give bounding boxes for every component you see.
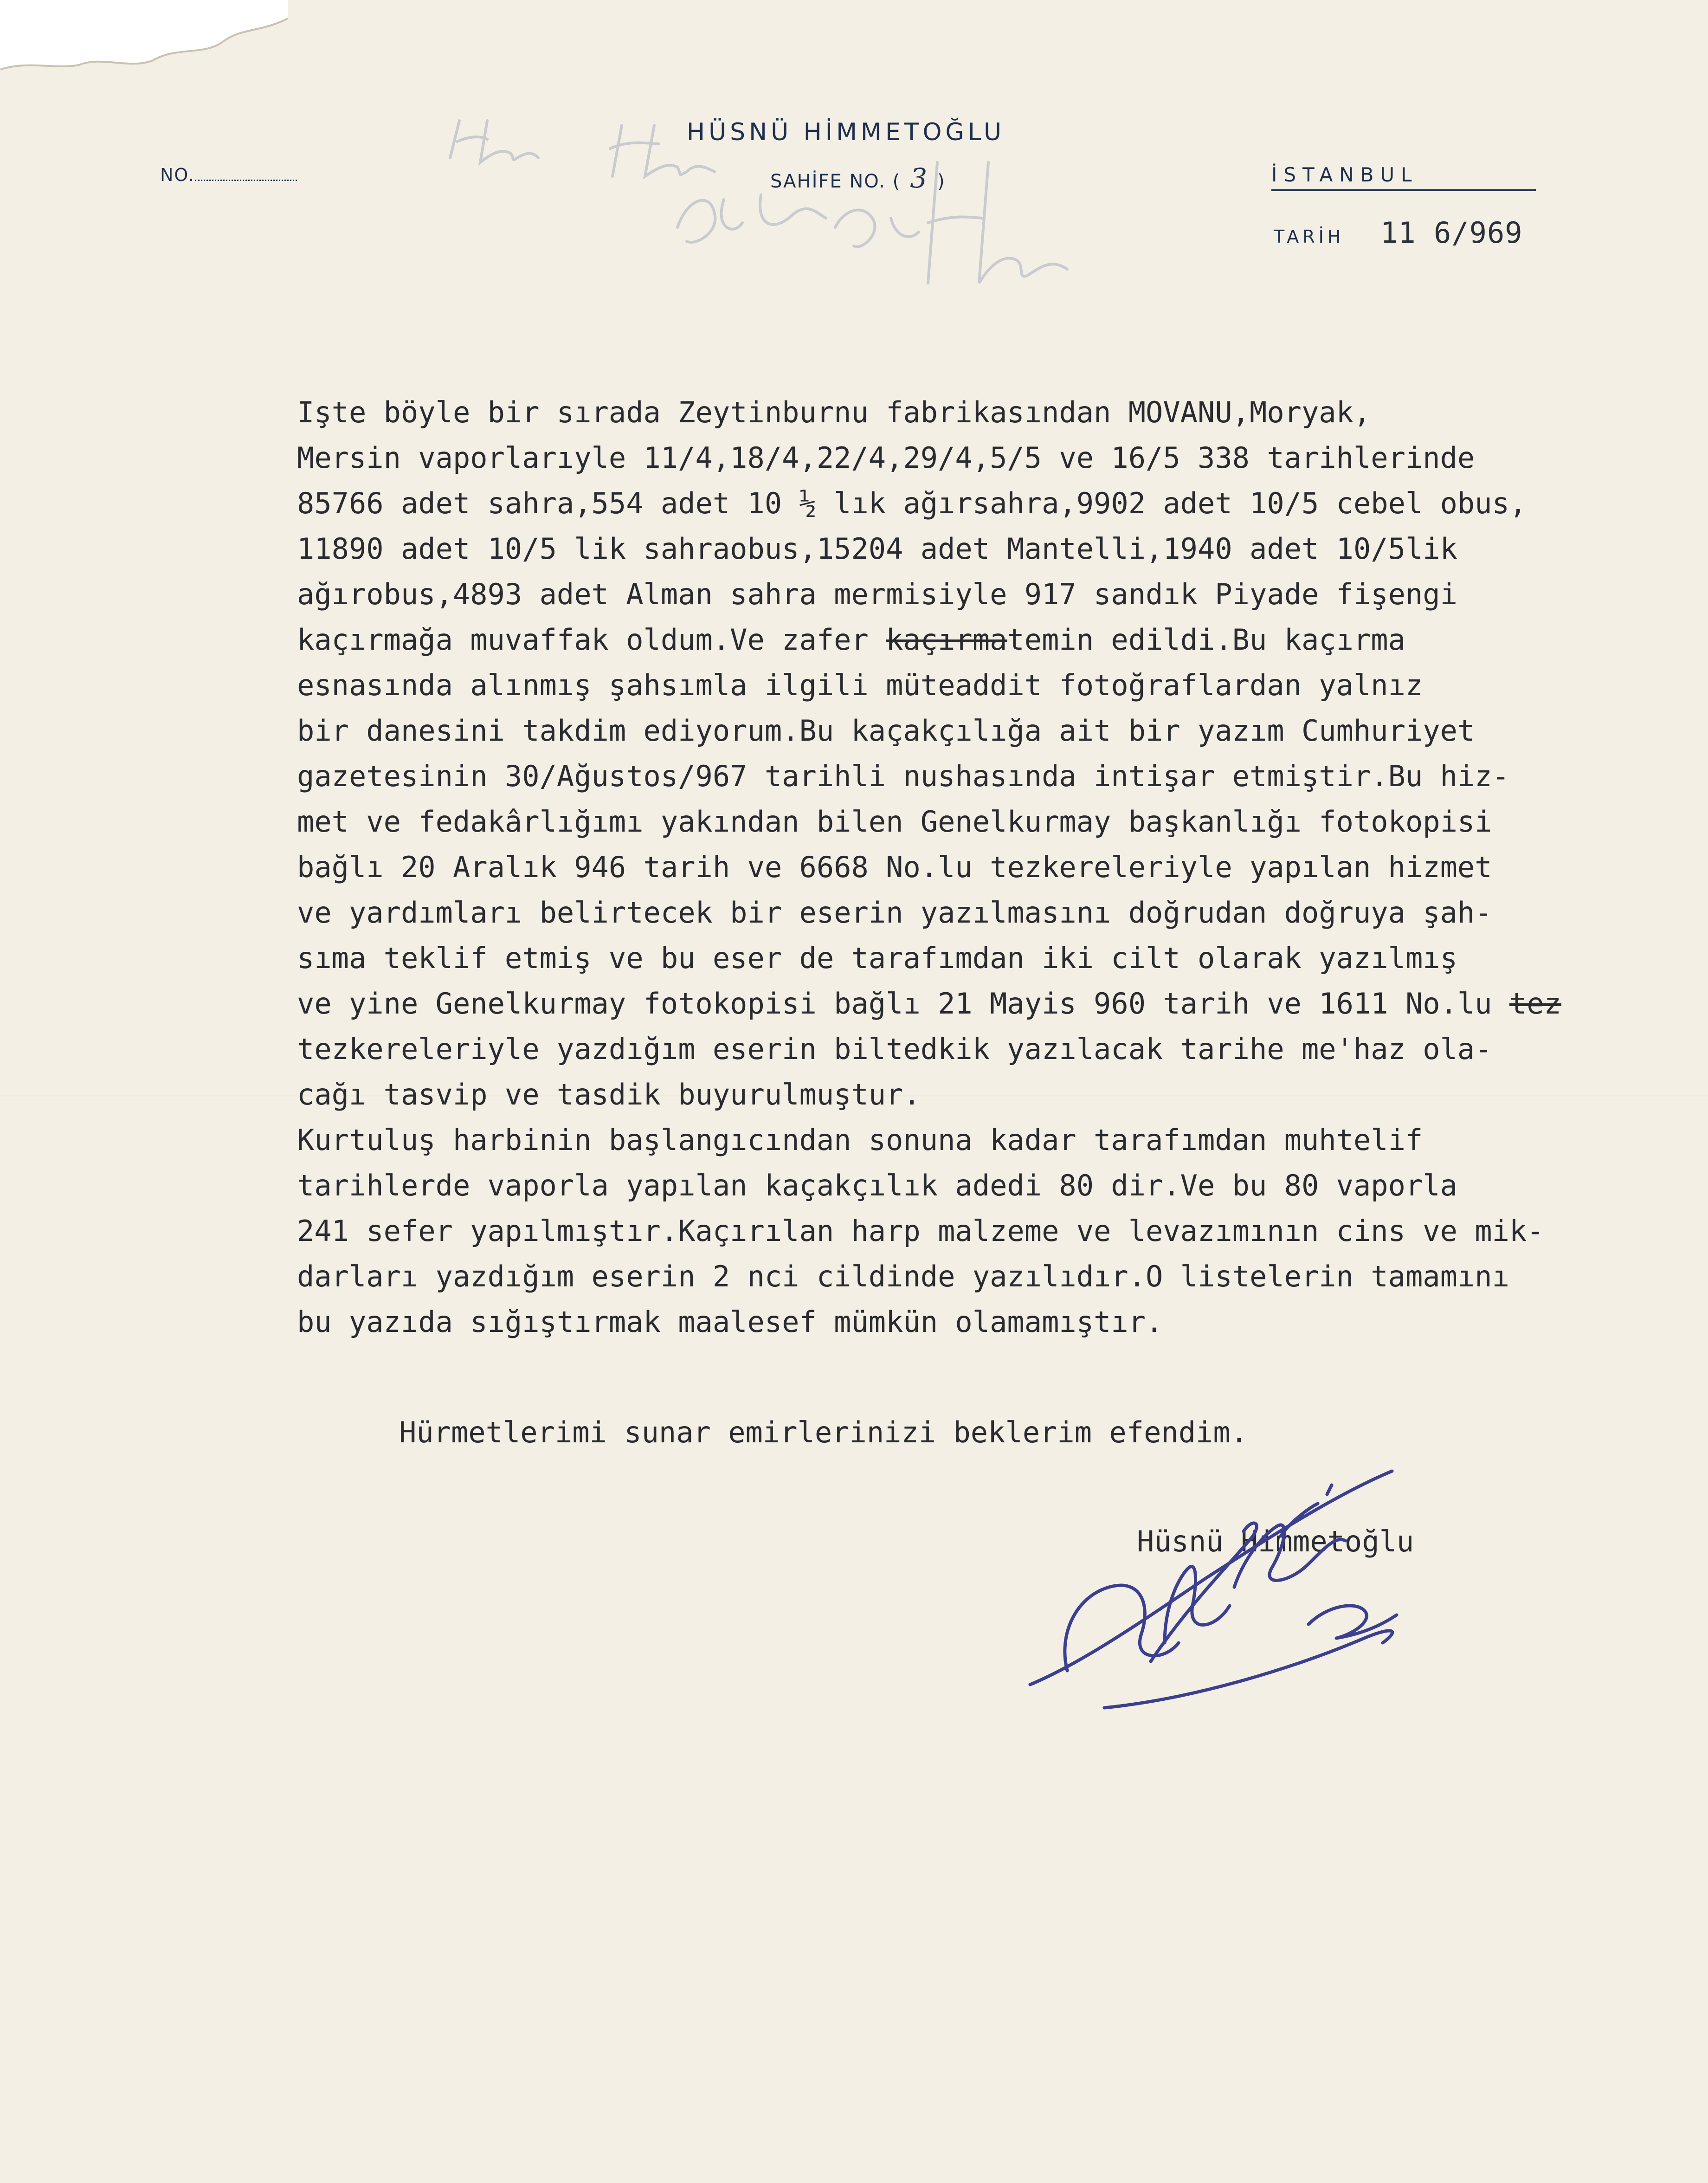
body-line: Işte böyle bir sırada Zeytinburnu fabrikasından MOVANU,Moryak, [297, 395, 1371, 429]
body-line: met ve fedakârlığımı yakından bilen Genelkurmay başkanlığı fotokopisi [297, 805, 1492, 839]
body-line: 241 sefer yapılmıştır.Kaçırılan harp malzeme ve levazımının cins ve mik- [297, 1214, 1544, 1248]
letterhead-city: İSTANBUL [1271, 163, 1418, 186]
handwritten-signature [1012, 1466, 1485, 1726]
letter-body [297, 390, 1670, 1345]
letterhead-no [160, 165, 297, 185]
pencil-handwritten-name [436, 107, 1095, 302]
body-line: esnasında alınmış şahsımla ilgili müteaddit fotoğraflardan yalnız [297, 668, 1423, 702]
closing-line: Hürmetlerimi sunar emirlerinizi beklerim efendim. [399, 1415, 1248, 1449]
body-line: gazetesinin 30/Ağustos/967 tarihli nushasında intişar etmiştir.Bu hiz- [297, 759, 1509, 793]
line-text: ve yine Genelkurmay fotokopisi bağlı 21 Mayis 960 tarih ve 1611 No.lu [297, 987, 1509, 1020]
body-line: sıma teklif etmiş ve bu eser de tarafımdan iki cilt olarak yazılmış [297, 941, 1457, 975]
typed-signature: Hüsnü Himmetoğlu [1137, 1524, 1414, 1558]
body-line: tarihlerde vaporla yapılan kaçakçılık adedi 80 dir.Ve bu 80 vaporla [297, 1169, 1457, 1202]
page-close: ) [937, 171, 946, 192]
body-line: 85766 adet sahra,554 adet 10 ½ lık ağırsahra,9902 adet 10/5 cebel obus, [297, 486, 1527, 520]
body-line [297, 617, 1670, 663]
body-line: ağırobus,4893 adet Alman sahra mermisiyle 917 sandık Piyade fişengi [297, 577, 1457, 611]
body-line: Mersin vaporlarıyle 11/4,18/4,22/4,29/4,5/5 ve 16/5 338 tarihlerinde [297, 441, 1475, 475]
body-line: Kurtuluş harbinin başlangıcından sonuna kadar tarafımdan muhtelif [297, 1123, 1423, 1157]
body-line: tezkereleriyle yazdığım eserin biltedkik yazılacak tarihe me'haz ola- [297, 1032, 1492, 1066]
letterhead-name: HÜSNÜ HİMMETOĞLU [687, 118, 1005, 146]
struck-text: tez [1509, 987, 1561, 1020]
no-dotted-line [195, 180, 297, 181]
city-underline [1271, 189, 1536, 191]
line-text: temin edildi.Bu kaçırma [1007, 623, 1405, 657]
page-number: 3 [910, 162, 928, 194]
struck-text: kaçırma [886, 623, 1007, 657]
body-line: darları yazdığım eserin 2 nci cildinde yazılıdır.O listelerin tamamını [297, 1259, 1509, 1293]
body-line [297, 981, 1670, 1027]
body-line: bu yazıda sığıştırmak maalesef mümkün olamamıştır. [297, 1305, 1163, 1339]
body-line: ve yardımları belirtecek bir eserin yazılmasını doğrudan doğruya şah- [297, 896, 1492, 930]
page-label: SAHİFE NO. ( [770, 171, 901, 192]
body-line: bir danesini takdim ediyorum.Bu kaçakçılığa ait bir yazım Cumhuriyet [297, 714, 1475, 748]
torn-corner [0, 0, 288, 70]
date-value: 11 6/969 [1380, 216, 1523, 250]
body-line: cağı tasvip ve tasdik buyurulmuştur. [297, 1078, 921, 1111]
body-line: bağlı 20 Aralık 946 tarih ve 6668 No.lu tezkereleriyle yapılan hizmet [297, 850, 1492, 884]
date-label: TARİH [1274, 226, 1345, 247]
no-label: NO. [160, 165, 195, 185]
line-text: kaçırmağa muvaffak oldum.Ve zafer [297, 623, 886, 657]
body-line: 11890 adet 10/5 lik sahraobus,15204 adet Mantelli,1940 adet 10/5lik [297, 532, 1457, 566]
